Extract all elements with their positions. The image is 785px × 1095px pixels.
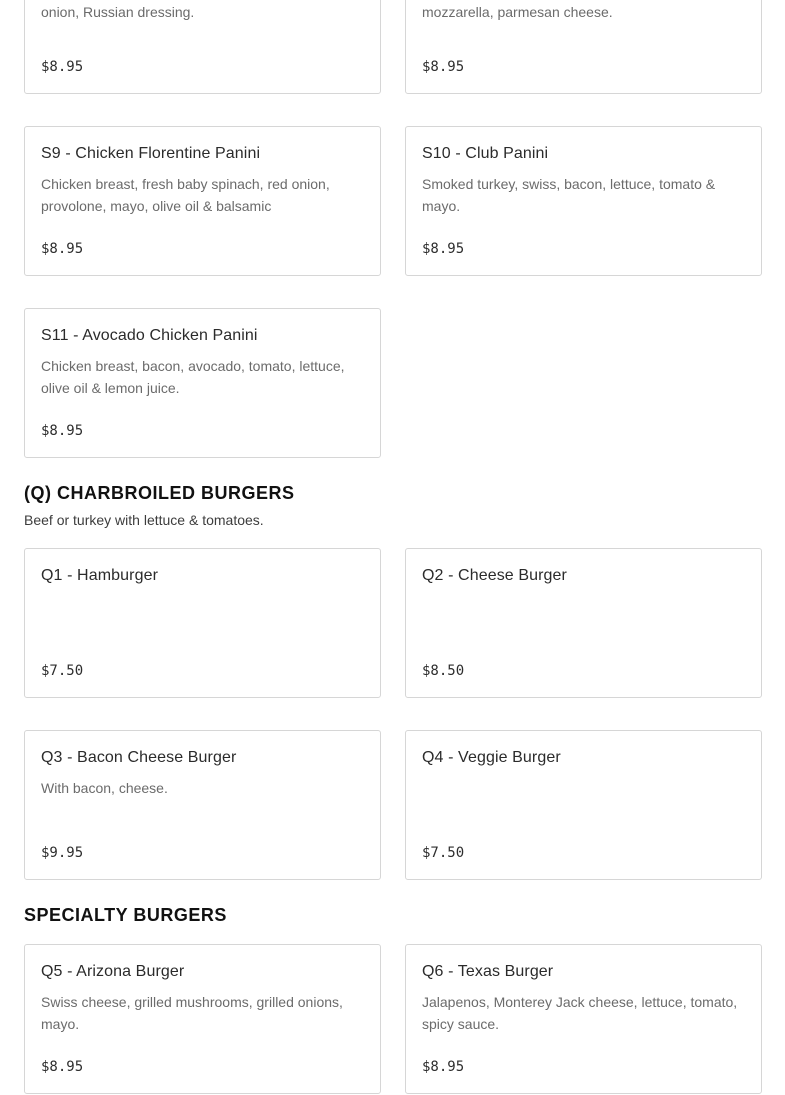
menu-item-card[interactable] [405, 548, 762, 698]
menu-item-price: $8.95 [422, 1059, 465, 1075]
menu-item-card[interactable] [24, 944, 381, 1094]
menu-item-price: $8.95 [41, 59, 84, 75]
menu-item-description: Chicken breast, fresh baby spinach, red onion, provolone, mayo, olive oil & balsamic [41, 176, 330, 214]
section-title-specialty-burgers: SPECIALTY BURGERS [24, 905, 227, 925]
menu-item-description: Smoked turkey, swiss, bacon, lettuce, tomato & mayo. [422, 176, 716, 214]
menu-item-name: Q3 - Bacon Cheese Burger [41, 749, 237, 766]
menu-item-price: $8.95 [41, 1059, 84, 1075]
menu-item-price: $8.95 [41, 423, 84, 439]
menu-item-price: $7.50 [41, 663, 84, 679]
menu-item-card[interactable] [24, 730, 381, 880]
menu-item-card[interactable] [405, 0, 762, 94]
menu-item-name: Q2 - Cheese Burger [422, 567, 567, 584]
menu-item-card[interactable] [405, 730, 762, 880]
menu-item-description: mozzarella, parmesan cheese. [422, 4, 613, 20]
menu-item-description: Jalapenos, Monterey Jack cheese, lettuce, tomato, spicy sauce. [422, 994, 738, 1032]
menu-item-price: $8.95 [422, 59, 465, 75]
menu-item-description: Chicken breast, bacon, avocado, tomato, lettuce, olive oil & lemon juice. [41, 358, 345, 396]
menu-item-price: $7.50 [422, 845, 465, 861]
menu-item-name: S10 - Club Panini [422, 145, 549, 162]
menu-item-name: Q4 - Veggie Burger [422, 749, 561, 766]
menu-item-description: With bacon, cheese. [41, 780, 168, 796]
menu-item-name: Q1 - Hamburger [41, 567, 158, 584]
menu-item-card[interactable] [405, 944, 762, 1094]
menu-item-description: Swiss cheese, grilled mushrooms, grilled onions, mayo. [41, 994, 343, 1032]
menu-item-price: $8.95 [41, 241, 84, 257]
menu-item-card[interactable] [24, 308, 381, 458]
menu-item-price: $9.95 [41, 845, 84, 861]
menu-item-card[interactable] [24, 548, 381, 698]
section-subtitle-charbroiled-burgers: Beef or turkey with lettuce & tomatoes. [24, 512, 264, 528]
menu-item-description: onion, Russian dressing. [41, 4, 195, 20]
menu-item-name: S9 - Chicken Florentine Panini [41, 145, 261, 162]
menu-item-card[interactable] [24, 126, 381, 276]
menu-item-name: S11 - Avocado Chicken Panini [41, 327, 258, 344]
menu-item-price: $8.95 [422, 241, 465, 257]
menu-item-price: $8.50 [422, 663, 465, 679]
section-title-charbroiled-burgers: (Q) CHARBROILED BURGERS [24, 483, 295, 503]
menu-item-name: Q6 - Texas Burger [422, 963, 554, 980]
menu-item-card[interactable] [405, 126, 762, 276]
menu-item-card[interactable] [24, 0, 381, 94]
menu-item-name: Q5 - Arizona Burger [41, 963, 185, 980]
